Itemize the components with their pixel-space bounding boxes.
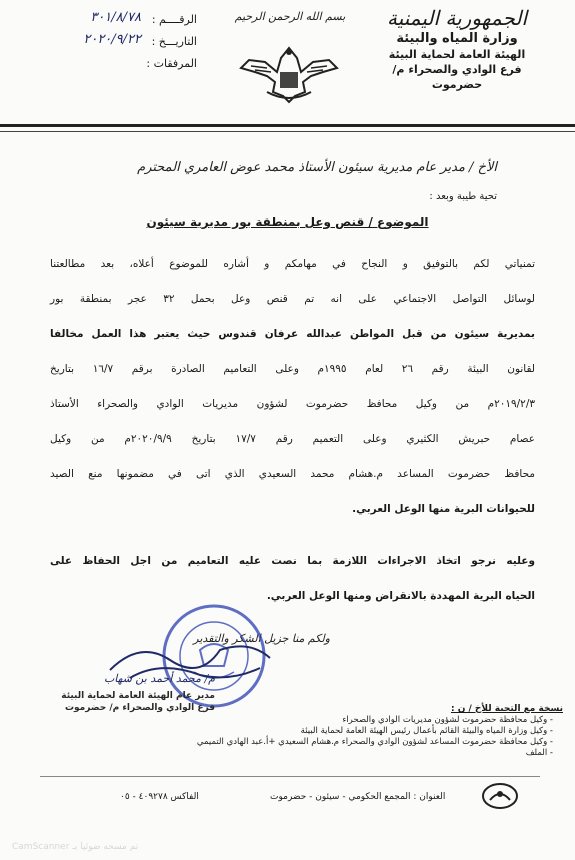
scanner-watermark: CamScanner تم مسحه ضوئيا بـ	[12, 842, 139, 852]
date-value: ٢٠٢٠/٩/٢٢	[83, 32, 141, 47]
header-divider-thin	[0, 131, 575, 132]
number-label: الرقــــم :	[151, 13, 197, 26]
letterhead-authority	[367, 6, 547, 92]
body-line: وعليه نرجو اتخاذ الاجراءات اللازمة بما نصت عليه التعاميم من اجل الحفاظ على	[50, 555, 535, 567]
copies-header: نسخة مع التحية للأخ / ن :	[450, 704, 563, 714]
republic-name: الجمهورية اليمنية	[386, 6, 528, 30]
eagle-emblem-icon	[237, 42, 341, 104]
body-line: عصام حبريش الكثيري وعلى التعميم رقم ١٧/٧ بتاريخ ٢٠٢٠/٩/٩م من وكيل	[50, 433, 535, 445]
footer-fax: الفاكس ٤٠٩٢٧٨ - ٠٥	[120, 792, 199, 802]
body-line: ٢٠١٩/٢/٣م من وكيل محافظ حضرموت لشؤون مديريات الوادي والصحراء الأستاذ	[50, 398, 535, 410]
signatory-name: م/ محمد أحمد بن شهاب	[103, 672, 215, 685]
date-label: التاريـــخ :	[151, 35, 197, 48]
body-line: الحياه البرية المهددة بالانقراض ومنها الوعل العربي.	[266, 590, 535, 602]
ministry-name: وزارة المياه والبيئة	[396, 31, 518, 46]
signatory-title-line: مدير عام الهيئة العامة لحماية البيئة	[61, 691, 215, 701]
copy-item: - وكيل محافظة حضرموت لشؤون مديريات الوادي والصحراء	[342, 715, 553, 725]
copy-item: - الملف	[525, 748, 553, 758]
addressee: الأخ / مدير عام مديرية سيئون الأستاذ محمد عوض العامري المحترم	[137, 160, 497, 175]
body-line: لوسائل التواصل الاجتماعي على انه تم قنص وعل بحمل ٣٢ عجر بمنطقة بور	[50, 293, 536, 305]
body-line: للحيوانات البرية منها الوعل العربي.	[352, 503, 535, 515]
body-line: تمنياتي لكم بالتوفيق و النجاح في مهامكم و أشاره للموضوع أعلاه، بعد مطالعتنا	[50, 258, 535, 270]
greeting: تحية طيبة وبعد :	[429, 191, 497, 202]
attachments-label: المرفقات :	[146, 57, 197, 70]
footer-divider	[40, 776, 540, 777]
branch-name: فرع الوادي والصحراء م/ حضرموت	[392, 63, 522, 91]
footer-address: العنوان : المجمع الحكومي - سيئون - حضرموت	[270, 792, 446, 802]
signatory-title	[40, 690, 215, 714]
reference-block	[22, 10, 197, 76]
basmala: بسم الله الرحمن الرحيم	[234, 10, 346, 23]
copy-item: - وكيل وزارة المياه والبيئة القائم بأعمال رئيس الهيئة العامة لحماية البيئة	[300, 726, 553, 736]
authority-logo-icon	[480, 782, 520, 810]
header-divider	[0, 124, 575, 127]
body-line: بمديرية سيئون من قبل المواطن عبدالله عرفان قندوس حيث يعتبر هذا العمل مخالفا	[50, 328, 535, 340]
authority-name: الهيئة العامة لحماية البيئة	[388, 48, 526, 61]
signatory-title-line: فرع الوادي والصحراء م/ حضرموت	[64, 703, 215, 713]
copies-list	[153, 715, 553, 759]
body-line: محافظ حضرموت المساعد م.هشام محمد السعيدي الذي اتى في مضمونها منع الصيد	[50, 468, 535, 480]
copy-item: - وكيل محافظة حضرموت المساعد لشؤون الوادي والصحراء م.هشام السعيدي +أ.عبد الهادي التميمي	[196, 737, 553, 747]
closing-thanks: ولكم منا جزيل الشكر والتقدير	[193, 632, 330, 645]
subject-line: الموضوع / قنص وعل بمنطقة بور مديرية سيئون	[146, 215, 429, 229]
body-line: لقانون البيئة رقم ٢٦ لعام ١٩٩٥م وعلى التعاميم الصادرة برقم ١٦/٧ بتاريخ	[50, 363, 535, 375]
number-value: ٣٠١/٨/٧٨	[90, 10, 141, 25]
